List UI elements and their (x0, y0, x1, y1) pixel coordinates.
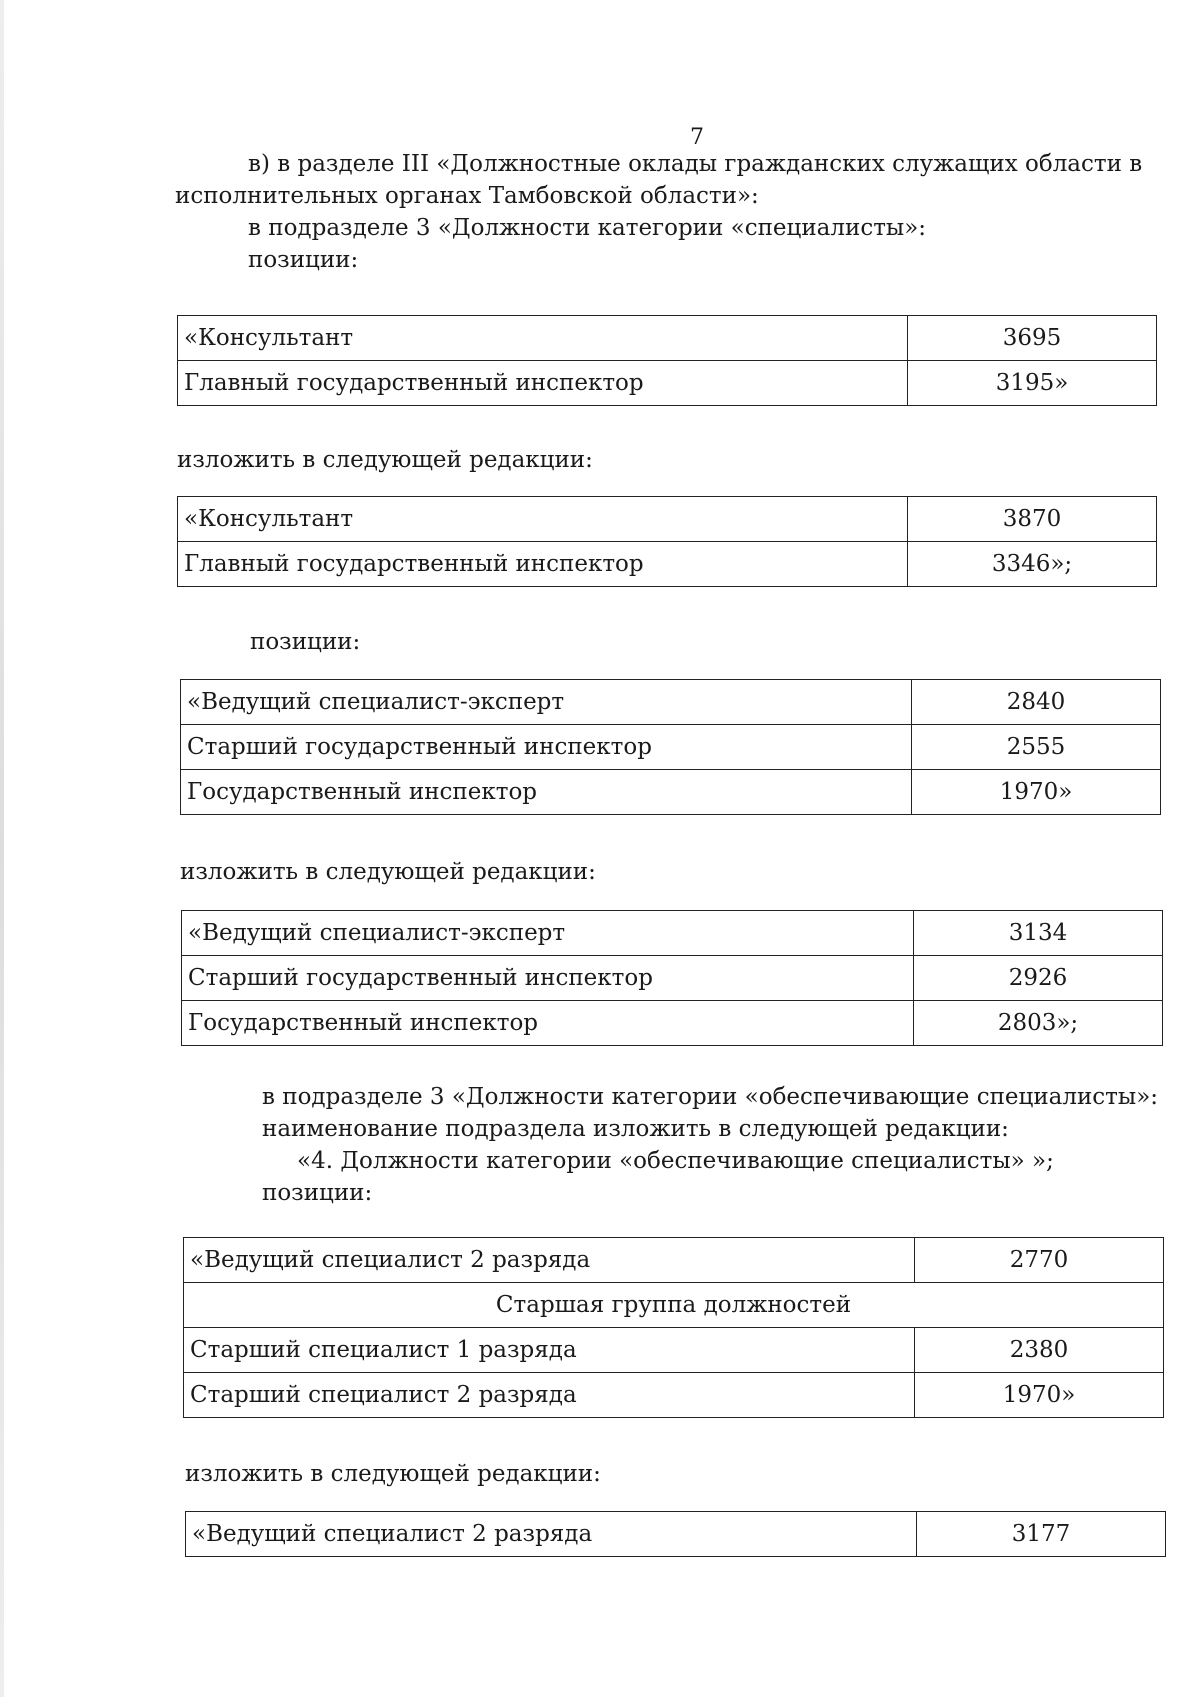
table-row (184, 1283, 1164, 1328)
section4-line-4: позиции: (262, 1180, 373, 1206)
table-row (184, 1373, 1164, 1418)
salary-value: 2840 (912, 680, 1161, 725)
edit-instruction-2: изложить в следующей редакции: (180, 859, 596, 885)
table-row (182, 956, 1163, 1001)
scan-edge (0, 0, 4, 1697)
section4-line-1: в подразделе 3 «Должности категории «обеспечивающие специалисты»: (262, 1084, 1159, 1110)
table-new-expert (181, 910, 1163, 1046)
intro-line-3: в подразделе 3 «Должности категории «специалисты»: (248, 215, 927, 241)
salary-value: 3195» (908, 361, 1157, 406)
salary-value: 1970» (915, 1373, 1164, 1418)
position-name: Старший специалист 1 разряда (184, 1328, 915, 1373)
table-row (178, 542, 1157, 587)
salary-value: 3346»; (908, 542, 1157, 587)
position-name: Главный государственный инспектор (178, 542, 908, 587)
salary-value: 3134 (914, 911, 1163, 956)
table-row (178, 497, 1157, 542)
salary-value: 2770 (915, 1238, 1164, 1283)
edit-instruction-3: изложить в следующей редакции: (185, 1461, 601, 1487)
positions-label-2: позиции: (250, 629, 361, 655)
salary-value: 3870 (908, 497, 1157, 542)
table-row (182, 911, 1163, 956)
position-name: «Ведущий специалист 2 разряда (186, 1512, 917, 1557)
intro-line-1: в) в разделе III «Должностные оклады гражданских служащих области в (248, 151, 1143, 177)
position-name: Старший специалист 2 разряда (184, 1373, 915, 1418)
table-row (181, 770, 1161, 815)
position-name: «Ведущий специалист 2 разряда (184, 1238, 915, 1283)
position-name: Государственный инспектор (182, 1001, 914, 1046)
table-new-consultant (177, 496, 1157, 587)
salary-value: 3695 (908, 316, 1157, 361)
table-row (181, 725, 1161, 770)
table-row (181, 680, 1161, 725)
salary-value: 2380 (915, 1328, 1164, 1373)
position-name: «Консультант (178, 316, 908, 361)
table-row (178, 316, 1157, 361)
position-name: Государственный инспектор (181, 770, 912, 815)
position-name: «Ведущий специалист-эксперт (181, 680, 912, 725)
edit-instruction-1: изложить в следующей редакции: (177, 447, 593, 473)
position-name: Старший государственный инспектор (182, 956, 914, 1001)
table-new-support (185, 1511, 1166, 1557)
salary-value: 2555 (912, 725, 1161, 770)
salary-value: 1970» (912, 770, 1161, 815)
group-header: Старшая группа должностей (184, 1283, 1164, 1328)
intro-line-4: позиции: (248, 247, 359, 273)
page-number: 7 (690, 125, 704, 150)
intro-line-2: исполнительных органах Тамбовской области»: (175, 183, 759, 209)
table-row (178, 361, 1157, 406)
position-name: Главный государственный инспектор (178, 361, 908, 406)
table-row (186, 1512, 1166, 1557)
position-name: «Консультант (178, 497, 908, 542)
salary-value: 3177 (917, 1512, 1166, 1557)
position-name: Старший государственный инспектор (181, 725, 912, 770)
salary-value: 2926 (914, 956, 1163, 1001)
table-current-support (183, 1237, 1164, 1418)
salary-value: 2803»; (914, 1001, 1163, 1046)
table-current-consultant (177, 315, 1157, 406)
section4-line-2: наименование подраздела изложить в следующей редакции: (262, 1116, 1009, 1142)
table-row (182, 1001, 1163, 1046)
table-row (184, 1328, 1164, 1373)
section4-line-3: «4. Должности категории «обеспечивающие специалисты» »; (297, 1148, 1054, 1174)
table-row (184, 1238, 1164, 1283)
position-name: «Ведущий специалист-эксперт (182, 911, 914, 956)
table-current-expert (180, 679, 1161, 815)
